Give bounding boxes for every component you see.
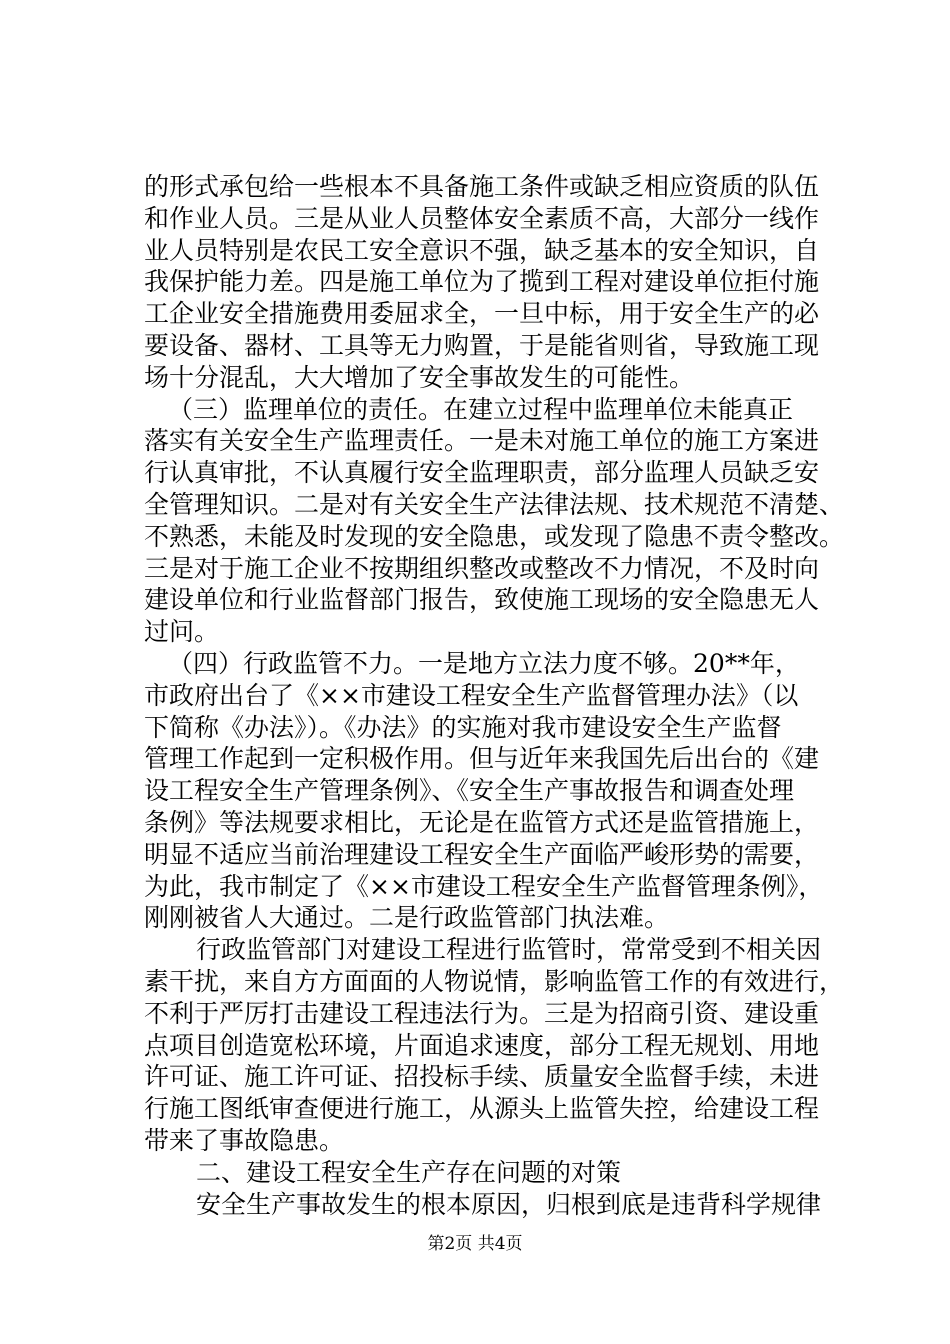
text-line-content: 带来了事故隐患。 <box>144 1126 345 1155</box>
text-line <box>0 774 950 808</box>
text-line <box>0 838 950 872</box>
text-line <box>0 615 950 649</box>
text-line-content: 行认真审批，不认真履行安全监理职责，部分监理人员缺乏安 <box>144 458 820 488</box>
text-line-content: 业人员特别是农民工安全意识不强，缺乏基本的安全知识，自 <box>144 235 820 265</box>
text-line <box>0 393 950 427</box>
text-line <box>0 711 950 745</box>
text-line <box>0 1060 950 1094</box>
text-line <box>0 520 950 554</box>
text-line-content: 场十分混乱，大大增加了安全事故发生的可能性。 <box>144 362 695 392</box>
text-line-content: 安全生产事故发生的根本原因，归根到底是违背科学规律 <box>196 1189 822 1219</box>
text-line-content: 点项目创造宽松环境，片面追求速度，部分工程无规划、用地 <box>144 1030 820 1060</box>
text-line <box>0 456 950 490</box>
text-line <box>0 202 950 236</box>
text-line <box>0 234 950 268</box>
text-line-content: 刚刚被省人大通过。二是行政监管部门执法难。 <box>144 903 670 933</box>
text-line-content: 行政监管部门对建设工程进行监管时，常常受到不相关因 <box>196 935 822 965</box>
text-line-content: 二、建设工程安全生产存在问题的对策 <box>196 1157 622 1187</box>
text-line-content: 和作业人员。三是从业人员整体安全素质不高，大部分一线作 <box>144 203 820 233</box>
text-line-content: 工企业安全措施费用委屈求全，一旦中标，用于安全生产的必 <box>144 299 820 329</box>
text-line-content: 行施工图纸审查便进行施工，从源头上监管失控，给建设工程 <box>144 1094 820 1124</box>
text-line <box>0 806 950 840</box>
text-line-content: 全管理知识。二是对有关安全生产法律法规、技术规范不清楚、 <box>144 490 845 519</box>
text-line <box>0 1092 950 1126</box>
text-line <box>0 329 950 363</box>
text-line <box>0 583 950 617</box>
text-line <box>0 297 950 331</box>
text-line-content: 市政府出台了《××市建设工程安全生产监督管理办法》（以 <box>144 680 799 710</box>
text-line-content: 不熟悉，未能及时发现的安全隐患，或发现了隐患不责令整改。 <box>144 521 845 551</box>
text-line <box>0 361 950 395</box>
text-line-content: 明显不适应当前治理建设工程安全生产面临严峻形势的需要， <box>144 839 820 869</box>
text-line <box>0 1188 950 1222</box>
text-line <box>0 265 950 299</box>
text-line-content: 为此，我市制定了《××市建设工程安全生产监督管理条例》， <box>144 871 824 901</box>
text-line-content: 过问。 <box>144 617 220 647</box>
text-line-content: 要设备、器材、工具等无力购置，于是能省则省，导致施工现 <box>144 331 820 360</box>
text-line <box>0 965 950 999</box>
text-line-content: 许可证、施工许可证、招投标手续、质量安全监督手续，未进 <box>144 1062 820 1092</box>
text-line <box>0 647 950 681</box>
text-line-content: （四）行政监管不力。一是地方立法力度不够。20**年， <box>168 649 800 678</box>
text-line-content: 建设单位和行业监督部门报告，致使施工现场的安全隐患无人 <box>144 585 820 615</box>
text-line <box>0 933 950 967</box>
text-line-content: 设工程安全生产管理条例》、《安全生产事故报告和调查处理 <box>144 776 795 806</box>
text-line-content: 落实有关安全生产监理责任。一是未对施工单位的施工方案进 <box>144 426 820 456</box>
text-line-content: （三）监理单位的责任。在建立过程中监理单位未能真正 <box>168 394 794 424</box>
text-line-content: 条例》等法规要求相比，无论是在监管方式还是监管措施上， <box>144 808 820 837</box>
text-line <box>0 170 950 204</box>
text-line <box>0 488 950 522</box>
text-line <box>0 901 950 935</box>
text-line <box>0 552 950 586</box>
text-line <box>0 1156 950 1190</box>
text-line <box>0 742 950 776</box>
text-line <box>0 997 950 1031</box>
page-footer: 第2页 共4页 <box>427 1234 523 1254</box>
text-line-content: 管理工作起到一定积极作用。但与近年来我国先后出台的《建 <box>144 744 820 774</box>
text-line-content: 我保护能力差。四是施工单位为了揽到工程对建设单位拒付施 <box>144 267 820 297</box>
text-line-content: 素干扰，来自方方面面的人物说情，影响监管工作的有效进行， <box>144 967 845 996</box>
text-line <box>0 1029 950 1063</box>
text-line-content: 下简称《办法》）。《办法》的实施对我市建设安全生产监督 <box>144 712 782 742</box>
text-line <box>0 870 950 904</box>
text-line-content: 不利于严厉打击建设工程违法行为。三是为招商引资、建设重 <box>144 998 820 1028</box>
text-line <box>0 424 950 458</box>
text-line-content: 三是对于施工企业不按期组织整改或整改不力情况，不及时向 <box>144 553 820 583</box>
text-line <box>0 1124 950 1158</box>
text-line <box>0 679 950 713</box>
text-line-content: 的形式承包给一些根本不具备施工条件或缺乏相应资质的队伍 <box>144 172 820 201</box>
